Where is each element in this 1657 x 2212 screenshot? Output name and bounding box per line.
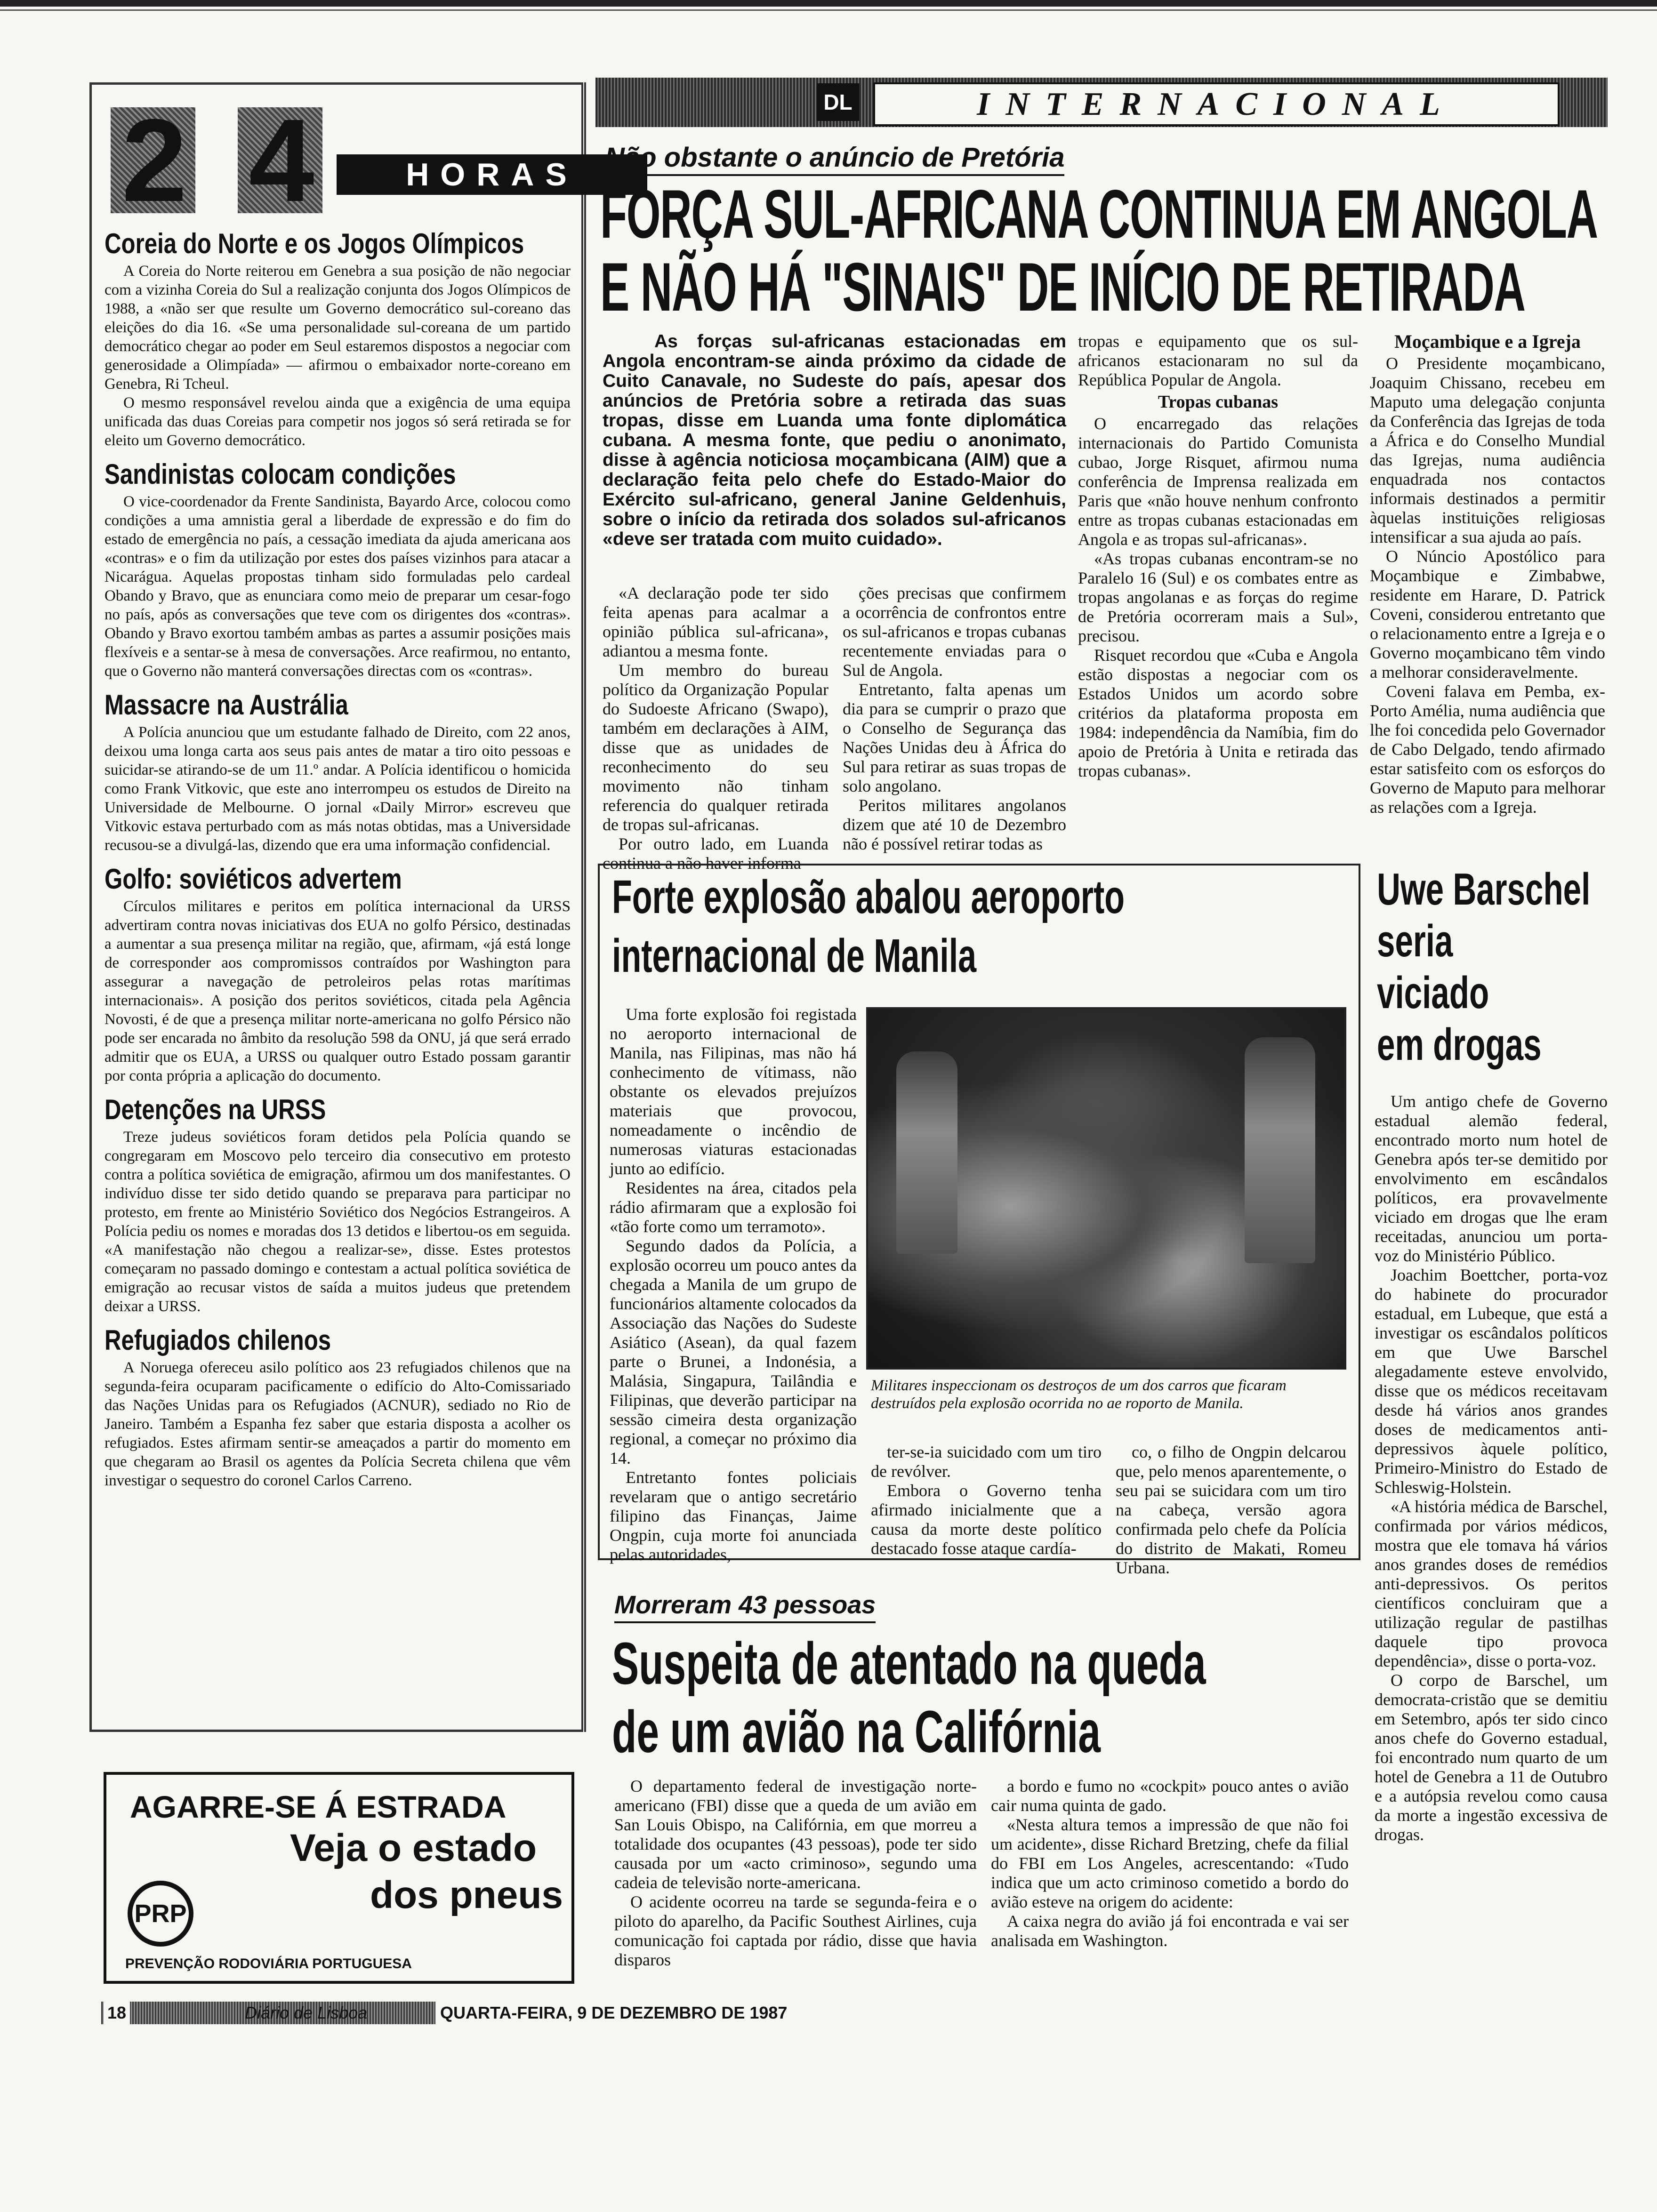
horas-label: HORAS [337,154,647,195]
news-brief-title: Massacre na Austrália [105,689,348,721]
ad-line-3: dos pneus [370,1874,563,1916]
news-brief-text: A Coreia do Norte reiterou em Genebra a sua posição de não negociar com a vizinha Coreia do Sul a realização conjunta dos Jogos Olímpicos de 1988, a «não ser que resulte um Governo democrático sul-coreano das eleições do dia 16. «Se uma personalidade sul-coreana de um partido democrático chegar ao poder em Seul estaremos dispostos a negociar com generosidade a Olimpíada» — afirmou o embaixador norte-coreano em Genebra, Ri Tcheul. [105,263,571,393]
california-headline-1: Suspeita de atentado na queda [612,1630,1206,1697]
manila-headline-2: internacional de Manila [612,930,977,982]
big-number-2: 2 [111,107,195,213]
manila-column-1 [610,1005,857,1564]
paragraph: Segundo dados da Polícia, a explosão ocorreu um pouco antes da chegada a Manila de um grupo de funcionários altamente colocados da Associação das Nações do Sudeste Asiático (Asean), da qual fazem parte o Brunei, a Indonésia, a Malásia, Singapura, Tailândia e Filipinas, que deverão participar na sessão cimeira desta organização regional, a começar no próximo dia 14. [610,1236,857,1467]
paragraph: «As tropas cubanas encontram-se no Paralelo 16 (Sul) e os combates entre as tropas angolanas e as forças do regime de Pretória ocorreram mais a Sul», precisou. [1078,549,1358,645]
section-banner [595,78,1608,127]
manila-headline-1: Forte explosão abalou aeroporto [612,871,1125,923]
paragraph: O Presidente moçambicano, Joaquim Chissano, recebeu em Maputo uma delegação conjunta da Conferência das Igrejas de toda a África e do Conselho Mundial das Igrejas, numa audiência enquadrada nos contactos informais destinados a permitir àquelas instituições religiosas intensificar a sua ajuda ao país. [1370,354,1605,546]
paragraph: O encarregado das relações internacionais do Partido Comunista cubao, Jorge Risquet, afirmou numa conferência de Imprensa realizada em Paris que «não houve nenhum confronto entre as tropas cubanas estacionadas em Angola e as tropas sul-africanas». [1078,414,1358,549]
soldier-figure-right [1245,1037,1315,1263]
ad-line-1: AGARRE-SE Á ESTRADA [130,1789,507,1824]
paragraph: «A história médica de Barschel, confirmada por vários médicos, mostra que ele tomava há vários anos grandes doses de remédios anti-depressivos. Os peritos científicos concluiram que a utilização regular de pastilhas daquele tipo provoca dependência», disse o porta-voz. [1375,1497,1608,1670]
paragraph: O Núncio Apostólico para Moçambique e Zimbabwe, residente em Harare, D. Patrick Coveni, considerou entretanto que o relacionamento entre a Igreja e o Governo moçambicano têm vindo a melhorar consideravelmente. [1370,547,1605,681]
24-horas-masthead [101,95,578,226]
uwe-barschel-headline: Uwe Barschel seria viciado em drogas [1377,864,1591,1070]
news-brief-text: Círculos militares e peritos em política internacional da URSS advertiram contra novas iniciativas dos EUA no golfo Pérsico, destinadas a aumentar a sua presença militar na região, que, afirmam, «já está longe de corresponder aos compromissos contraídos por Washington para assegurar a navegação de petroleiros pelas rotas marítimas internacionais». A posição dos peritos soviéticos, citada pela Agência Novosti, é de que a presença militar norte-americana no golfo Pérsico não pode ser encarada no âmbito da resolução 598 da ONU, já que será errado admitir que os EUA, a URSS ou qualquer outro Estado possam garantir por conta própria a aplicação do documento. [105,898,571,1084]
paragraph: Um membro do bureau político da Organização Popular do Sudoeste Africano (Swapo), também em declarações à AIM, disse que as unidades de reconhecimento do seu movimento não tinham referencia do qualquer retirada de tropas sul-africanas. [603,661,828,834]
news-brief-title: Detenções na URSS [105,1094,326,1125]
page-number: 18 [104,2002,130,2024]
paragraph: Coveni falava em Pemba, ex-Porto Amélia, numa audiência que lhe foi concedida pelo Governador de Cabo Delgado, tendo afirmado estar satisfeito com os esforços do Governo de Maputo para melhorar as relações com a Igreja. [1370,682,1605,817]
lead-kicker: Não obstante o anúncio de Pretória [605,141,1064,176]
section-label-box [873,82,1560,126]
news-brief-title: Sandinistas colocam condições [105,458,456,490]
top-rule-thin [0,9,1657,11]
paragraph: Entretanto fontes policiais revelaram que o antigo secretário filipino das Finanças, Jaime Ongpin, cuja morte foi anunciada pelas autoridades, [610,1468,857,1564]
paragraph: O departamento federal de investigação norte-americano (FBI) disse que a queda de um avião em San Louis Obispo, na Califórnia, em que morreu a totalidade dos ocupantes (43 pessoas), pode ter sido causada por um «acto criminoso», segundo uma cadeia de televisão norte-americana. [614,1777,977,1892]
lead-col3-top: tropas e equipamento que os sul-africanos estacionaram no sul da República Popular de Angola. [1078,332,1358,389]
section-logo: DL [817,83,859,121]
paragraph: Peritos militares angolanos dizem que até 10 de Dezembro não é possível retirar todas as [843,796,1066,853]
lead-column-2 [843,584,1066,854]
paragraph: O acidente ocorreu na tarde se segunda-feira e o piloto do aparelho, da Pacific Southest Airlines, cuja comunicação foi captada por rádio, disse que havia disparos [614,1892,977,1969]
paragraph: Um antigo chefe de Governo estadual alemão federal, encontrado morto num hotel de Genebra após ter-se demitido por envolvimento em escândalos políticos, era provavelmente viciado em drogas que lhe eram receitadas, anunciou um porta-voz do Ministério Público. [1375,1092,1608,1265]
column-divider [581,82,586,1732]
uwe-barschel-body [1375,1092,1608,1844]
mozambique-title: Moçambique e a Igreja [1394,331,1581,352]
news-brief-text: Treze judeus soviéticos foram detidos pela Polícia quando se congregaram em Moscovo pelo terceiro dia consecutivo em protesto contra a política soviética de emigração, afirmou um dos manifestantes. O indivíduo disse ter sido detido quando se preparava para participar no protesto, em frente ao Ministério Soviético dos Negócios Estrangeiros. A Polícia pediu os nomes e moradas dos 13 detidos e libertou-os em seguida. «A manifestação não chegou a realizar-se», disse. Estes protestos começaram no passado domingo e contestam a actual política soviética de emigração ao recusar vistos de saída a muitos judeus que pretendem deixar a URSS. [105,1129,571,1315]
paragraph: Embora o Governo tenha afirmado inicialmente que a causa da morte deste político destacado fosse ataque cardía- [871,1481,1102,1558]
paragraph: Entretanto, falta apenas um dia para se cumprir o prazo que o Conselho de Segurança das Nações Unidas deu à África do Sul para retirar as suas tropas de solo angolano. [843,680,1066,795]
paragraph: Risquet recordou que «Cuba e Angola estão dispostas a negociar com os Estados Unidos um acordo sobre critérios da plataforma proposta em 1984: independência da Namíbia, fim do apoio de Pretória à Unita e retirada das tropas cubanas». [1078,646,1358,780]
california-column-1 [614,1777,977,1970]
news-brief-title: Refugiados chilenos [105,1324,331,1356]
tropas-cubanas-subhead: Tropas cubanas [1158,392,1279,412]
lead-column-1 [603,584,828,873]
news-brief-title: Golfo: soviéticos advertem [105,863,402,895]
issue-date: QUARTA-FEIRA, 9 DE DEZEMBRO DE 1987 [440,2003,788,2022]
lead-headline-2: E NÃO HÁ "SINAIS" DE INÍCIO DE RETIRADA [600,248,1525,325]
paragraph: ções precisas que confirmem a ocorrência de confrontos entre os sul-africanos e tropas cubanas recentemente enviadas para o Sul de Angola. [843,584,1066,680]
paragraph: «Nesta altura temos a impressão de que não foi um acidente», disse Richard Bretzing, chefe da filial do FBI em Los Angeles, acrescentando: «Tudo indica que um acto criminoso cometido a bordo do avião esteve na origem do acidente: [991,1815,1349,1911]
manila-column-3 [1116,1443,1346,1578]
paper-name: Diário de Lisboa [245,2003,368,2022]
paragraph: Por outro lado, em Luanda continua a não haver informa- [603,834,828,873]
california-column-2 [991,1777,1349,1950]
news-brief-text: A Polícia anunciou que um estudante falhado de Direito, com 22 anos, deixou uma longa carta aos seus pais antes de matar a tiro oito pessoas e suicidar-se atirando-se de um 11.º andar. A Polícia identificou o homicida como Frank Vitkovic, que este ano interrompeu os estudos de Direito na Universidade de Melbourne. O jornal «Daily Mirror» escreveu que Vitkovic estava perturbado com as más notas obtidas, mas a Universidade recusou-se a divulgá-las, dizendo que era uma informação confidencial. [105,724,571,854]
paragraph: Uma forte explosão foi registada no aeroporto internacional de Manila, nas Filipinas, mas não há conhecimento de vítimass, não obstante os elevados prejuízos materiais que provocou, nomeadamente o incêndio de numerosas viaturas estacionadas junto ao edifício. [610,1005,857,1178]
top-rule [0,0,1657,7]
paragraph: O corpo de Barschel, um democrata-cristão que se demitiu em Setembro, após ter sido cinco anos chefe do Governo estadual, foi encontrado num quarto de um hotel de Genebra a 11 de Outubro e a autópsia revelou como causa da morte a ingestão excessiva de drogas. [1375,1671,1608,1844]
paragraph: co, o filho de Ongpin delcarou que, pelo menos aparentemente, o seu pai se suicidara com um tiro na cabeça, versão agora confirmada pelo chefe da Polícia do distrito de Makati, Romeu Urbana. [1116,1443,1346,1577]
news-brief-title: Coreia do Norte e os Jogos Olímpicos [105,228,524,259]
paragraph: Joachim Boettcher, porta-voz do habinete do procurador estadual, em Lubeque, que está a investigar os escândalos políticos em que Uwe Barschel alegadamente esteve envolvido, disse que os médicos receitavam desde há vários anos grandes doses de medicamentos anti-depressivos àquele político, Primeiro-Ministro do Estado de Schleswig-Holstein. [1375,1266,1608,1497]
news-brief-text: O vice-coordenador da Frente Sandinista, Bayardo Arce, colocou como condições a uma amnistia geral a liberdade de expressão e do fim do estado de emergência no país, a cessação imediata da ajuda americana aos «contras» e o fim da utilização por estes dos países vizinhos para atacar a Nicarágua. Aquelas propostas tinham sido formuladas pelo cardeal Obando y Bravo, que as enunciara como meio de preparar um cesar-fogo no país, após as conversações que teve com os dirigentes dos «contras». Obando y Bravo exortou também ambas as partes a assumir posições mais flexíveis e a sentar-se à mesa de conversações. Arce reafirmou, no entanto, que o Governo não manterá conversações directas com os «contras». [105,493,571,680]
left-news-list [105,226,571,1490]
paragraph: Residentes na área, citados pela rádio afirmaram que a explosão foi «tão forte como um terramoto». [610,1178,857,1236]
manila-car-wreck-photo [866,1007,1346,1370]
soldier-figure-left [896,1051,957,1254]
paragraph: «A declaração pode ter sido feita apenas para acalmar a opinião pública sul-africana», adiantou a mesma fonte. [603,584,828,660]
lead-paragraph: As forças sul-africanas estacionadas em Angola encontram-se ainda próximo da cidade de Cuito Canavale, no Sudeste do país, apesar dos anúncios de Pretória sobre a retirada das suas tropas, disse em Luanda uma fonte diplomática cubana. A mesma fonte, que pediu o anonimato, disse à agência noticiosa moçambicana (AIM) que a declaração feita pelo chefe do Estado-Maior do Exército sul-africano, general Janine Geldenhuis, sobre o início da retirada dos solados sul-africanos «deve ser tratada com muito cuidado». [603,331,1066,549]
big-number-4: 4 [238,107,322,213]
california-headline-2: de um avião na Califórnia [612,1699,1101,1765]
section-label: INTERNACIONAL [977,86,1456,122]
lead-column-3 [1078,332,1358,781]
road-safety-ad [104,1772,574,1984]
news-brief-text: O mesmo responsável revelou ainda que a exigência de uma equipa unificada das duas Coreias para competir nos jogos só será retirada se for eleito um Governo democrático. [105,394,571,449]
ad-footer: PREVENÇÃO RODOVIÁRIA PORTUGUESA [125,1956,412,1972]
prp-logo: PRP [128,1881,193,1947]
paragraph: ter-se-ia suicidado com um tiro de revólver. [871,1443,1102,1481]
mozambique-story [1370,329,1605,817]
news-brief-text: A Noruega ofereceu asilo político aos 23 refugiados chilenos que na segunda-feira ocuparam pacificamente o edifício do Alto-Comissariado das Nações Unidas para os Refugiados (ACNUR), sediado no Rio de Janeiro. Também a Espanha fez saber que estaria disposta a acolher os refugiados. Estes afirmam sentir-se ameaçados a partir do momento em que chegaram ao Brasil os agentes da Polícia Secreta chilena que vêm investigar o sequestro do coronel Carlos Carreno. [105,1359,571,1489]
california-kicker: Morreram 43 pessoas [614,1588,876,1623]
paragraph: A caixa negra do avião já foi encontrada e vai ser analisada em Washington. [991,1912,1349,1950]
lead-headline-1: FORÇA SUL-AFRICANA CONTINUA EM ANGOLA [600,176,1598,252]
paragraph: a bordo e fumo no «cockpit» pouco antes o avião cair numa quinta de gado. [991,1777,1349,1815]
manila-photo-caption: Militares inspeccionam os destroços de um dos carros que ficaram destruídos pela explosão ocorrida no ae roporto de Manila. [871,1377,1287,1412]
manila-column-2 [871,1443,1102,1558]
ad-line-2: Veja o estado [290,1827,537,1869]
